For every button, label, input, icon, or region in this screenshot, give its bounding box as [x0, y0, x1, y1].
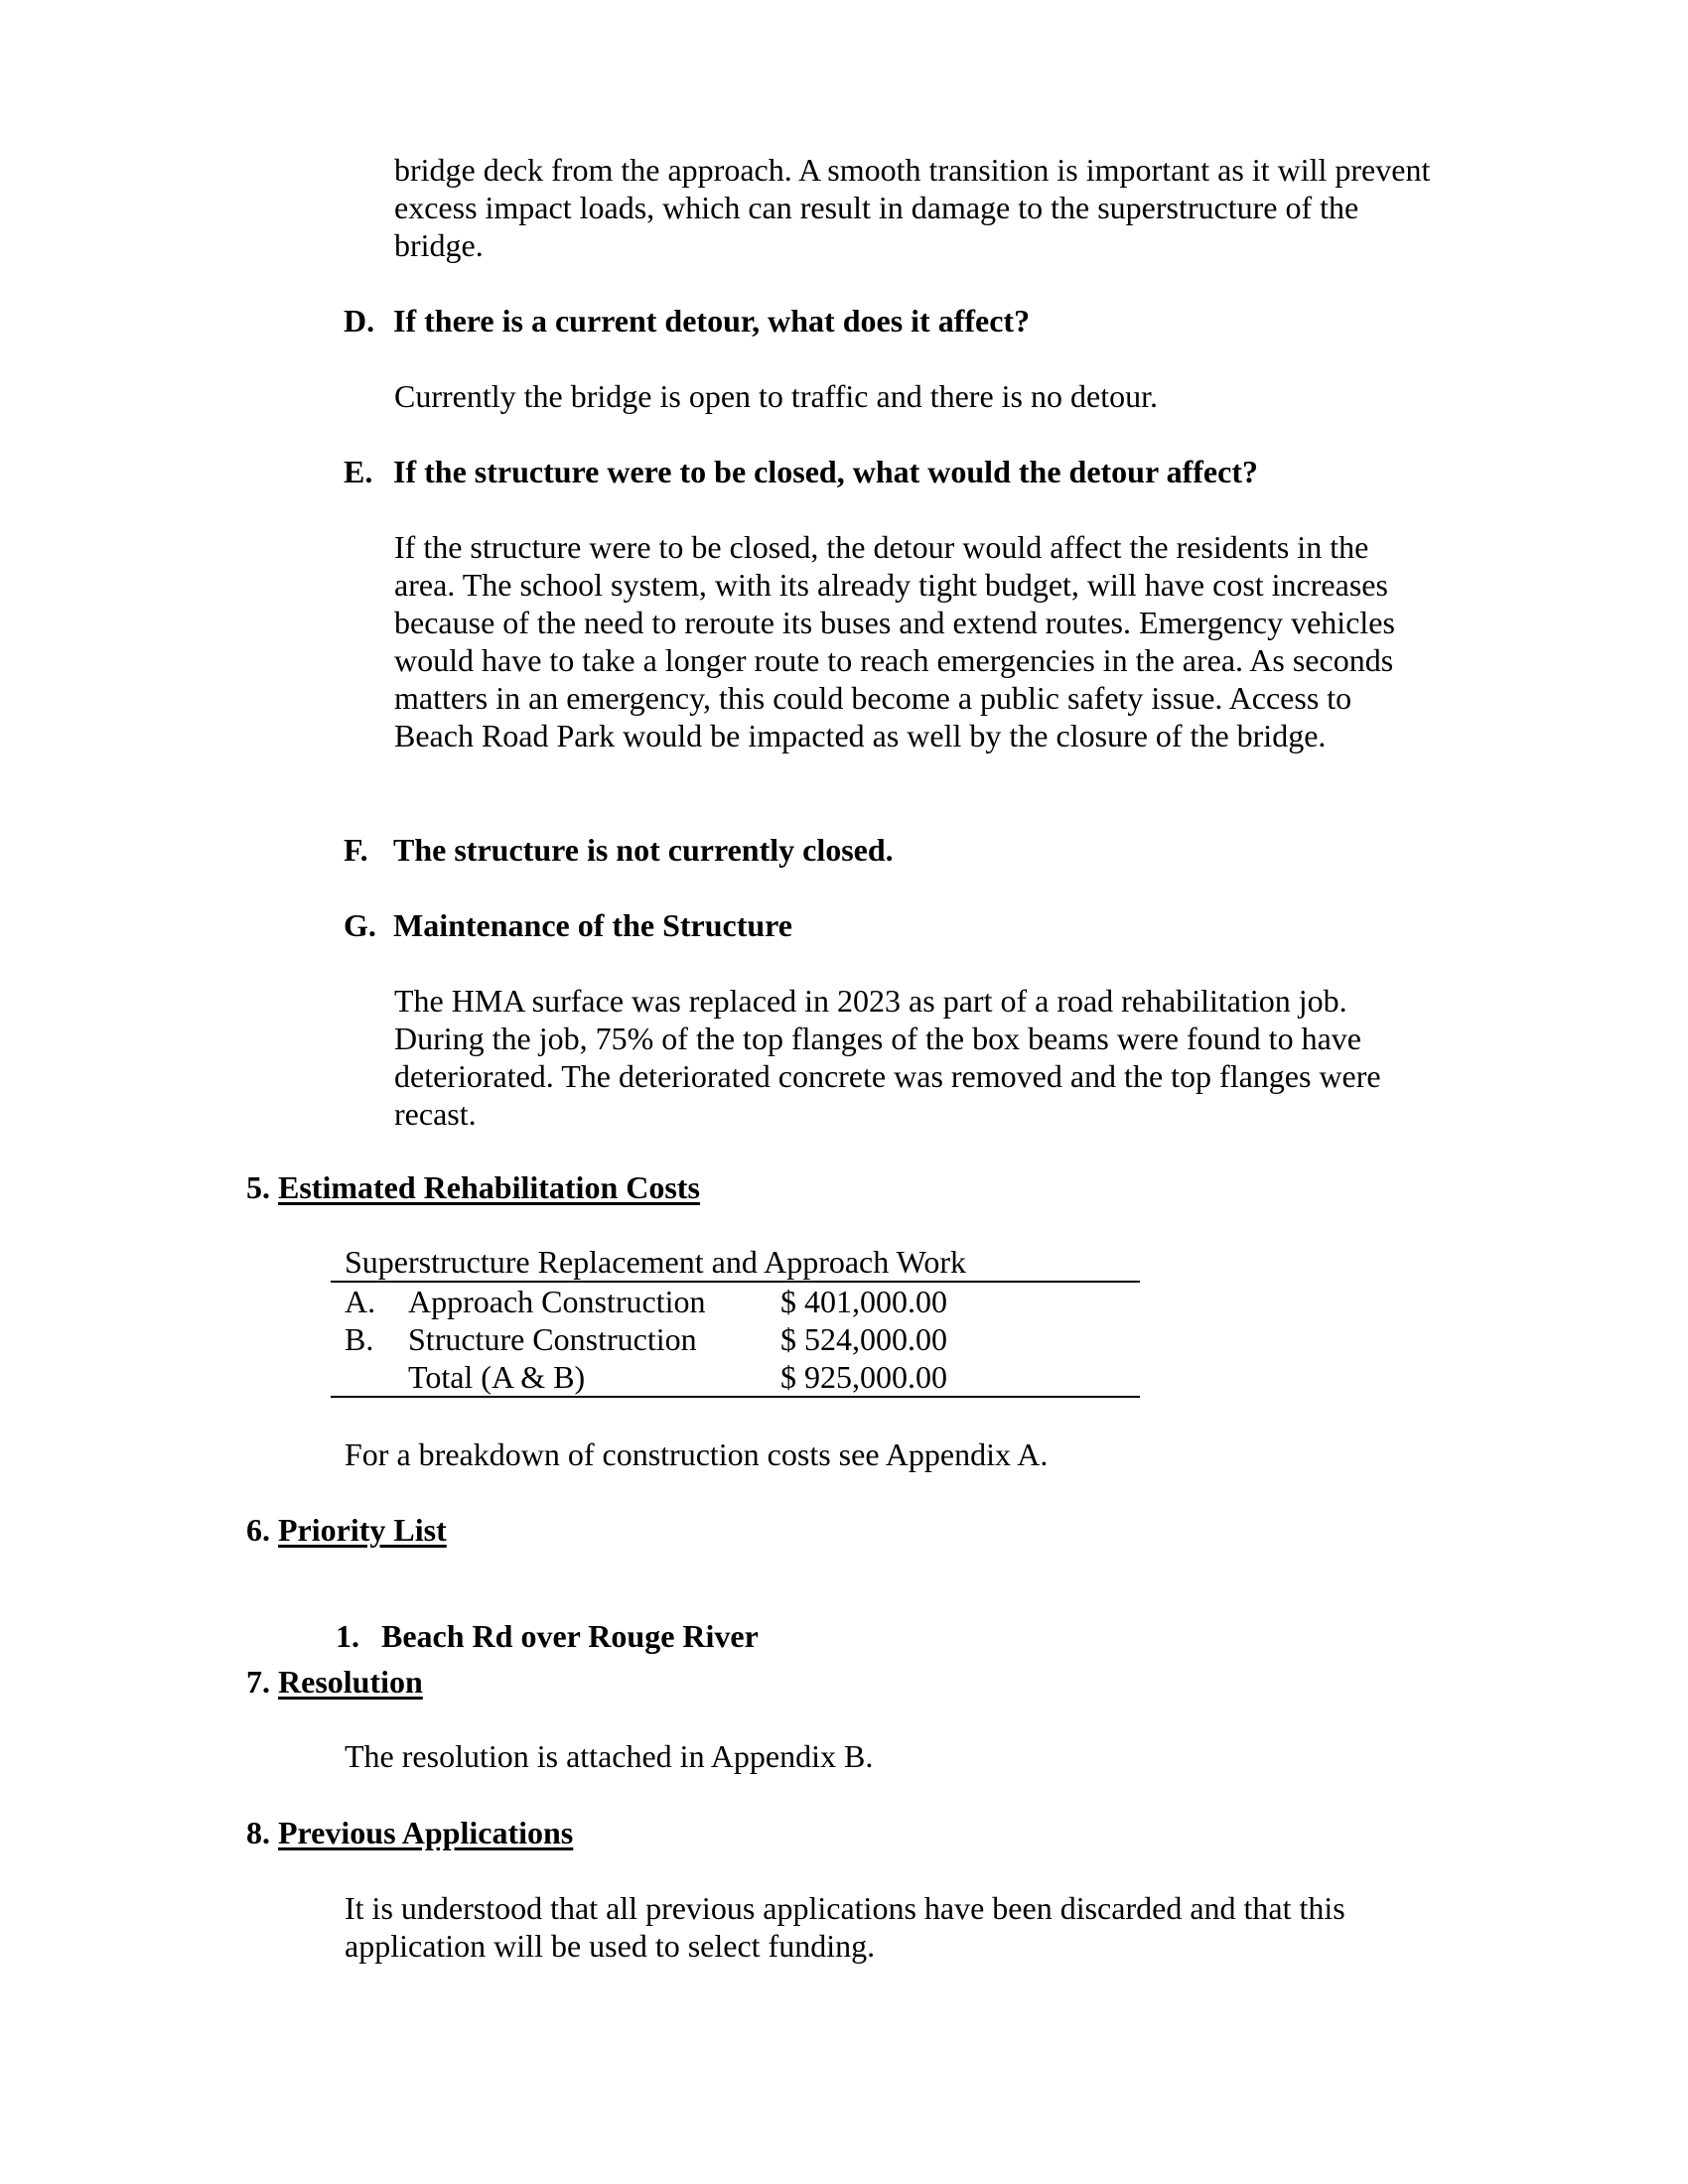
cost-note: For a breakdown of construction costs see Appendix A.: [345, 1436, 1049, 1472]
section-6-title: Priority List: [278, 1512, 447, 1548]
cost-row-label: Approach Construction: [408, 1284, 706, 1319]
section-7-number: 7.: [246, 1664, 270, 1700]
intro-paragraph: bridge deck from the approach. A smooth transition is important as it will prevent excess impact loads, which can result in damage to the superstructure of the bridge.: [394, 152, 1431, 263]
item-d-heading: [344, 302, 1030, 340]
item-g-heading: [344, 906, 792, 944]
item-e-answer: If the structure were to be closed, the detour would affect the residents in the area. The school system, with its already tight budget, will have cost increases because of the need to reroute its buses and extend routes. Emergency vehicles would have to take a longer route to reach emergencies in the area. As seconds matters in an emergency, this could become a public safety issue. Access to Beach Road Park would be impacted as well by the closure of the bridge.: [394, 529, 1395, 753]
section-5-number: 5.: [246, 1169, 270, 1205]
section-8-number: 8.: [246, 1815, 270, 1850]
item-d-letter: D.: [344, 303, 375, 339]
section-8-heading: [246, 1814, 573, 1851]
previous-applications-text: It is understood that all previous applications have been discarded and that this application will be used to select funding.: [345, 1890, 1345, 1964]
priority-item-number: 1.: [336, 1618, 359, 1654]
cost-row-letter: A.: [345, 1284, 376, 1319]
cost-row-label: Total (A & B): [408, 1359, 586, 1395]
item-e-question: If the structure were to be closed, what would the detour affect?: [393, 454, 1258, 489]
item-f-letter: F.: [344, 832, 368, 868]
cost-row-letter: B.: [345, 1321, 374, 1357]
section-8-title: Previous Applications: [278, 1815, 574, 1850]
item-f-statement: The structure is not currently closed.: [393, 832, 894, 868]
cost-row-approach: [331, 1283, 1140, 1320]
cost-row-label: Structure Construction: [408, 1321, 697, 1357]
cost-row-amount: $ 524,000.00: [780, 1321, 947, 1357]
item-g-letter: G.: [344, 907, 376, 943]
section-6-heading: [246, 1511, 447, 1549]
item-e-heading: [344, 453, 1258, 490]
item-f-heading: [344, 831, 894, 869]
priority-item-label: Beach Rd over Rouge River: [381, 1618, 759, 1654]
item-g-title: Maintenance of the Structure: [393, 907, 792, 943]
cost-table: [331, 1243, 1140, 1398]
item-e-letter: E.: [344, 454, 373, 489]
cost-row-amount: $ 925,000.00: [780, 1359, 947, 1395]
item-g-text: The HMA surface was replaced in 2023 as part of a road rehabilitation job. During the job, 75% of the top flanges of the box beams were found to have deteriorated. The deteriorated concrete was removed and the top flanges were recast.: [394, 983, 1381, 1132]
item-d-answer: Currently the bridge is open to traffic and there is no detour.: [394, 378, 1158, 414]
section-5-title: Estimated Rehabilitation Costs: [278, 1169, 700, 1205]
resolution-text: The resolution is attached in Appendix B.: [345, 1738, 874, 1774]
item-d-question: If there is a current detour, what does it affect?: [393, 303, 1031, 339]
section-7-title: Resolution: [278, 1664, 423, 1700]
cost-row-structure: [331, 1320, 1140, 1358]
section-6-number: 6.: [246, 1512, 270, 1548]
section-5-heading: [246, 1168, 700, 1206]
cost-table-caption: Superstructure Replacement and Approach Work: [331, 1243, 1140, 1283]
cost-row-amount: $ 401,000.00: [780, 1284, 947, 1319]
section-7-heading: [246, 1663, 423, 1701]
cost-row-total: [331, 1358, 1140, 1398]
priority-list-item: [336, 1617, 759, 1655]
